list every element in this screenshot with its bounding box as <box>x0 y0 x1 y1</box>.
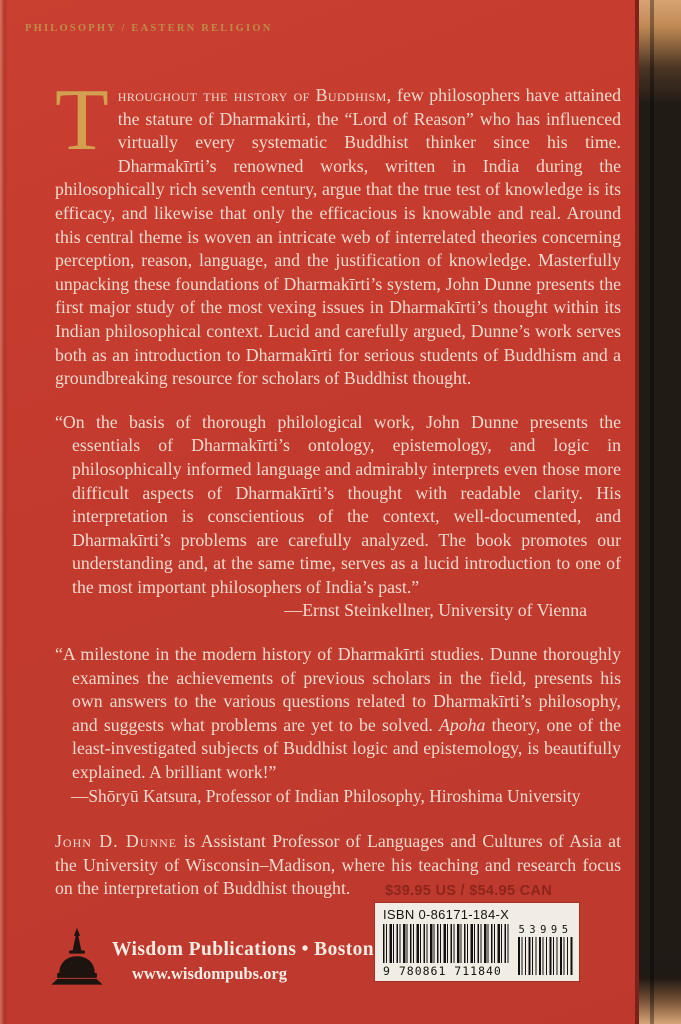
ean-barcode <box>383 924 509 978</box>
category-label: PHILOSOPHY / EASTERN RELIGION <box>25 23 273 34</box>
review-quote-2-before: “A milestone in the modern history of Dharmakīrti studies. Dunne thoroughly examines the achievements of previous scholars in the field, presents his own answers to the various questions related to Dharmakīrti’s philosophy, and suggests what problems are yet to be solved. <box>55 644 621 735</box>
ean-digits: 9 780861 711840 <box>383 964 502 978</box>
publisher-block <box>50 927 374 989</box>
main-paragraph-body: few philosophers have attained the stature of Dharmakirti, the “Lord of Reason” who has influenced virtually every systematic Buddhist thinker since his time. Dharmakīrti’s renowned works, written in India during the philosophically rich seventh century, argue that the true test of knowledge is its efficacy, and likewise that only the efficacious is knowable and real. Around this central theme is woven an intricate web of interrelated theories concerning perception, reason, language, and the justification of knowledge. Masterfully unpacking these foundations of Dharmakīrti’s system, John Dunne presents the first major study of the most vexing issues in Dharmakīrti’s thought within its Indian philosophical context. Lucid and carefully argued, Dunne’s work serves both as an introduction to Dharmakīrti for serious students of Buddhism and a groundbreaking resource for scholars of Buddhist thought. <box>55 85 621 389</box>
supplement-bars <box>518 937 573 975</box>
publisher-website: www.wisdompubs.org <box>132 964 287 983</box>
drop-cap: T <box>55 72 109 169</box>
review-quote-2-italic: Apoha <box>439 714 486 735</box>
page-left-edge <box>0 0 8 1024</box>
author-name: John D. Dunne <box>55 831 178 852</box>
author-bio-text: is Assistant Professor of Languages and Cultures of Asia at the University of Wisconsin–Madison, where his teaching and research focus on the interpretation of Buddhist thought. <box>55 831 622 899</box>
review-attribution-2: —Shōryū Katsura, Professor of Indian Philosophy, Hiroshima University <box>71 785 581 806</box>
book-edge-strip <box>639 0 681 1024</box>
publisher-name: Wisdom Publications • Boston <box>112 939 375 960</box>
review-quote-1: “On the basis of thorough philological work, John Dunne presents the essentials of Dharmakīrti’s ontology, epistemology, and logic in philosophically informed language and admirably interprets even those more difficult aspects of Dharmakīrti’s thought with readable clarity. His interpretation is conscientious of the context, well-documented, and Dharmakīrti’s problems are carefully analyzed. The book promotes our understanding and, at the same time, serves as a lucid introduction to one of the most important philosophers of India’s past.” <box>55 411 621 597</box>
price-label: $39.95 US / $54.95 CAN <box>385 883 552 899</box>
isbn-label: ISBN 0-86171-184-X <box>383 907 510 922</box>
supplement-barcode <box>518 924 573 978</box>
supplement-digits: 53995 <box>518 924 573 936</box>
barcode-bars <box>383 924 509 963</box>
back-cover-text <box>55 72 622 901</box>
review-quote-2-after: theory, one of the least-investigated subjects of Buddhist logic and epistemology, is beautifully explained. A brilliant work!” <box>72 714 621 783</box>
review-quote-2 <box>55 643 621 785</box>
stupa-icon <box>50 927 104 989</box>
review-attribution-1: —Ernst Steinkellner, University of Vienna <box>284 600 587 621</box>
main-paragraph <box>55 72 621 391</box>
barcode <box>375 903 579 981</box>
main-paragraph-lead: hroughout the history of Buddhism, <box>117 85 392 105</box>
